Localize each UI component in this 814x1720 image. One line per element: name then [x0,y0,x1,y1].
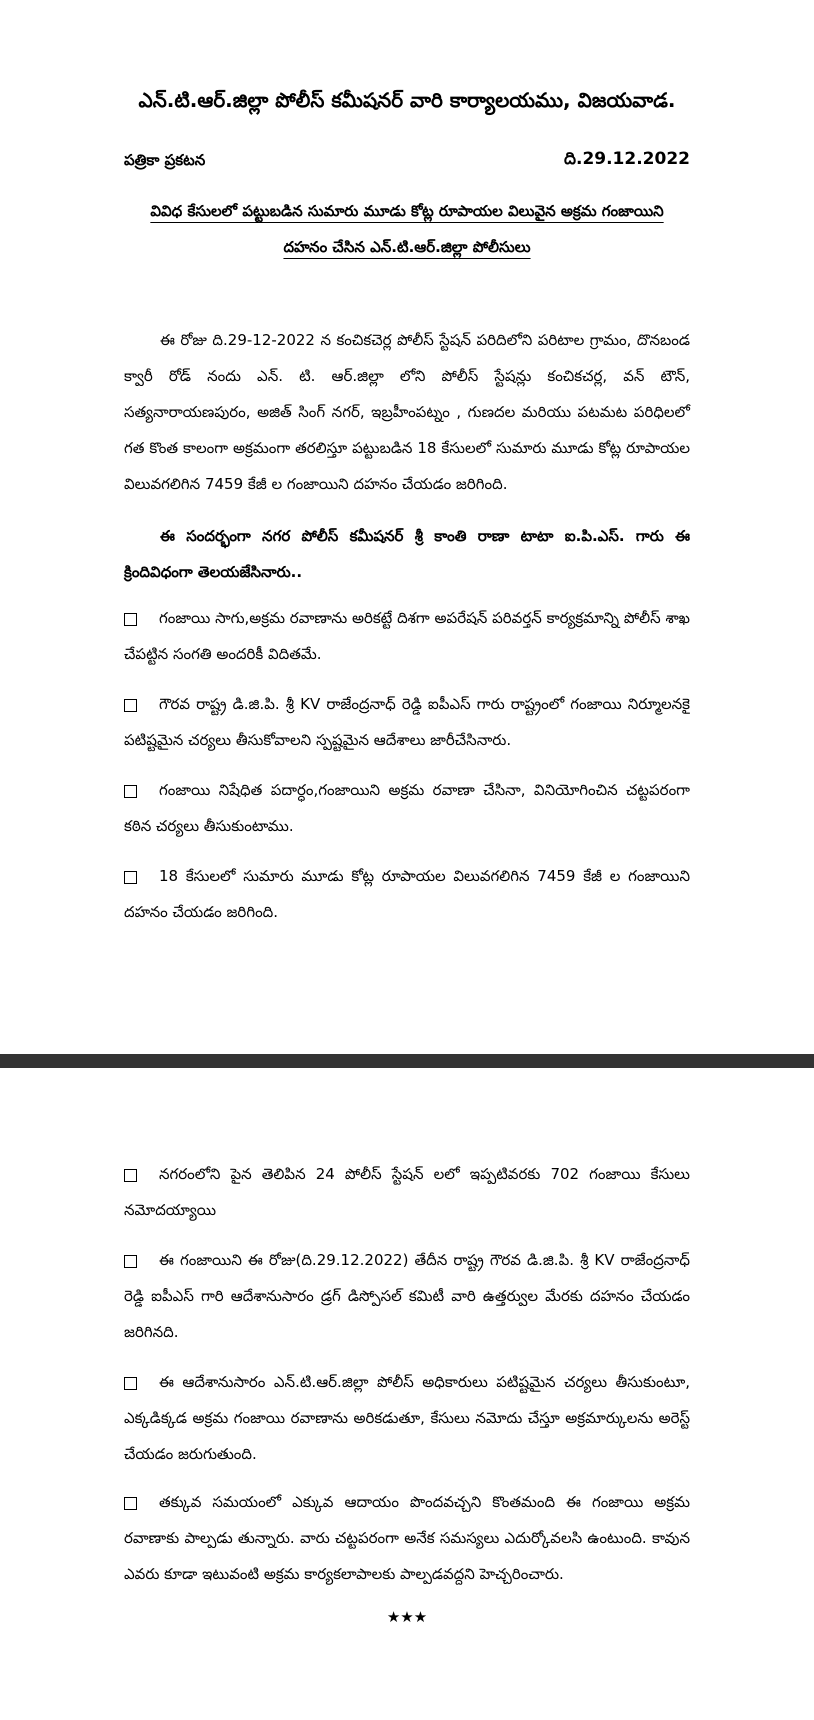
checkbox-icon [124,613,137,626]
point-item [124,686,690,758]
release-date: ది.29.12.2022 [563,149,690,169]
checkbox-icon [124,1377,137,1390]
point-text: గంజాయి నిషేధిత పదార్ధం,గంజాయిని అక్రమ రవాణా చేసినా, వినియోగించిన చట్టపరంగా కఠిన చర్యలు తీసుకుంటాము. [124,781,690,835]
point-item [124,1364,690,1472]
headline-line-1: వివిధ కేసులలో పట్టుబడిన సుమారు మూడు కోట్ల రూపాయల విలువైన అక్రమ గంజాయిని [150,202,664,220]
point-text: నగరంలోని పైన తెలిపిన 24 పోలీస్ స్టేషన్ లలో ఇప్పటివరకు 702 గంజాయి కేసులు నమోదయ్యాయి [124,1165,690,1219]
checkbox-icon [124,1497,137,1510]
checkbox-icon [124,1169,137,1182]
commissioner-note: ఈ సందర్భంగా నగర పోలీస్ కమీషనర్ శ్రీ కాంతి రాణా టాటా ఐ.పి.ఎస్. గారు ఈ క్రిందివిధంగా తెలయజేసినారు.. [124,527,690,581]
end-marker: ★★★ [386,1608,428,1626]
point-item [124,858,690,930]
point-item [124,1484,690,1592]
checkbox-icon [124,871,137,884]
point-item [124,600,690,672]
point-text: 18 కేసులలో సుమారు మూడు కోట్ల రూపాయల విలువగలిగిన 7459 కేజీ ల గంజాయిని దహనం చేయడం జరిగింది. [124,867,690,921]
checkbox-icon [124,785,137,798]
press-release-label: పత్రికా ప్రకటన [124,151,206,169]
point-item [124,1156,690,1228]
point-text: ఈ ఆదేశానుసారం ఎన్.టి.ఆర్.జిల్లా పోలీస్ అధికారులు పటిష్టమైన చర్యలు తీసుకుంటూ, ఎక్కడిక్కడ అక్రమ గంజాయి రవాణాను అరికడుతూ, కేసులు నమోదు చేస్తూ అక్రమార్కులను అరెస్ట్ చేయడం జరుగుతుంది. [124,1373,690,1463]
office-title: ఎన్.టి.ఆర్.జిల్లా పోలీస్ కమీషనర్ వారి కార్యాలయము, విజయవాడ. [138,88,676,112]
checkbox-icon [124,699,137,712]
page-separator [0,1054,814,1068]
intro-paragraph: ఈ రోజు ది.29-12-2022 న కంచికచెర్ల పోలీస్ స్టేషన్ పరిదిలోని పరిటాల గ్రామం, దొనబండ క్వారీ రోడ్ నందు ఎన్. టి. ఆర్.జిల్లా లోని పోలీస్ స్టేషన్లు కంచికచర్ల, వన్ టౌన్, సత్యనారాయణపురం, అజిత్ సింగ్ నగర్, ఇబ్రహీంపట్నం , గుణదల మరియు పటమట పరిధిలలో గత కొంత కాలంగా అక్రమంగా తరలిస్తూ పట్టుబడిన 18 కేసులలో సుమారు మూడు కోట్ల రూపాయల విలువగలిగిన 7459 కేజీ ల గంజాయిని దహనం చేయడం జరిగింది. [124,331,690,493]
headline [124,193,690,265]
point-text: తక్కువ సమయంలో ఎక్కువ ఆదాయం పొందవచ్చని కొంతమంది ఈ గంజాయి అక్రమ రవాణాకు పాల్పడు తున్నారు. వారు చట్టపరంగా అనేక సమస్యలు ఎదుర్కోవలసి ఉంటుంది. కావున ఎవరు కూడా ఇటువంటి అక్రమ కార్యకలాపాలకు పాల్పడవద్దని హెచ్చరించారు. [124,1493,690,1583]
point-text: ఈ గంజాయిని ఈ రోజు(ది.29.12.2022) తేదీన రాష్ట్ర గౌరవ డి.జి.పి. శ్రీ KV రాజేంద్రనాధ్ రెడ్డి ఐపీఎస్ గారి ఆదేశానుసారం డ్రగ్ డిస్పోసల్ కమిటీ వారి ఉత్తర్వుల మేరకు దహనం చేయడం జరిగినది. [124,1251,690,1341]
point-text: గంజాయి సాగు,అక్రమ రవాణాను అరికట్టే దిశగా అపరేషన్ పరివర్తన్ కార్యక్రమాన్ని పోలీస్ శాఖ చేపట్టిన సంగతి అందరికీ విదితమే. [124,609,690,663]
point-item [124,772,690,844]
point-item [124,1242,690,1350]
point-text: గౌరవ రాష్ట్ర డి.జి.పి. శ్రీ KV రాజేంద్రనాధ్ రెడ్డి ఐపీఎస్ గారు రాష్ట్రంలో గంజాయి నిర్మూలనకై పటిష్టమైన చర్యలు తీసుకోవాలని స్పష్టమైన ఆదేశాలు జారీచేసినారు. [124,695,690,749]
headline-line-2: దహనం చేసిన ఎన్.టి.ఆర్.జిల్లా పోలీసులు [283,238,531,256]
checkbox-icon [124,1255,137,1268]
